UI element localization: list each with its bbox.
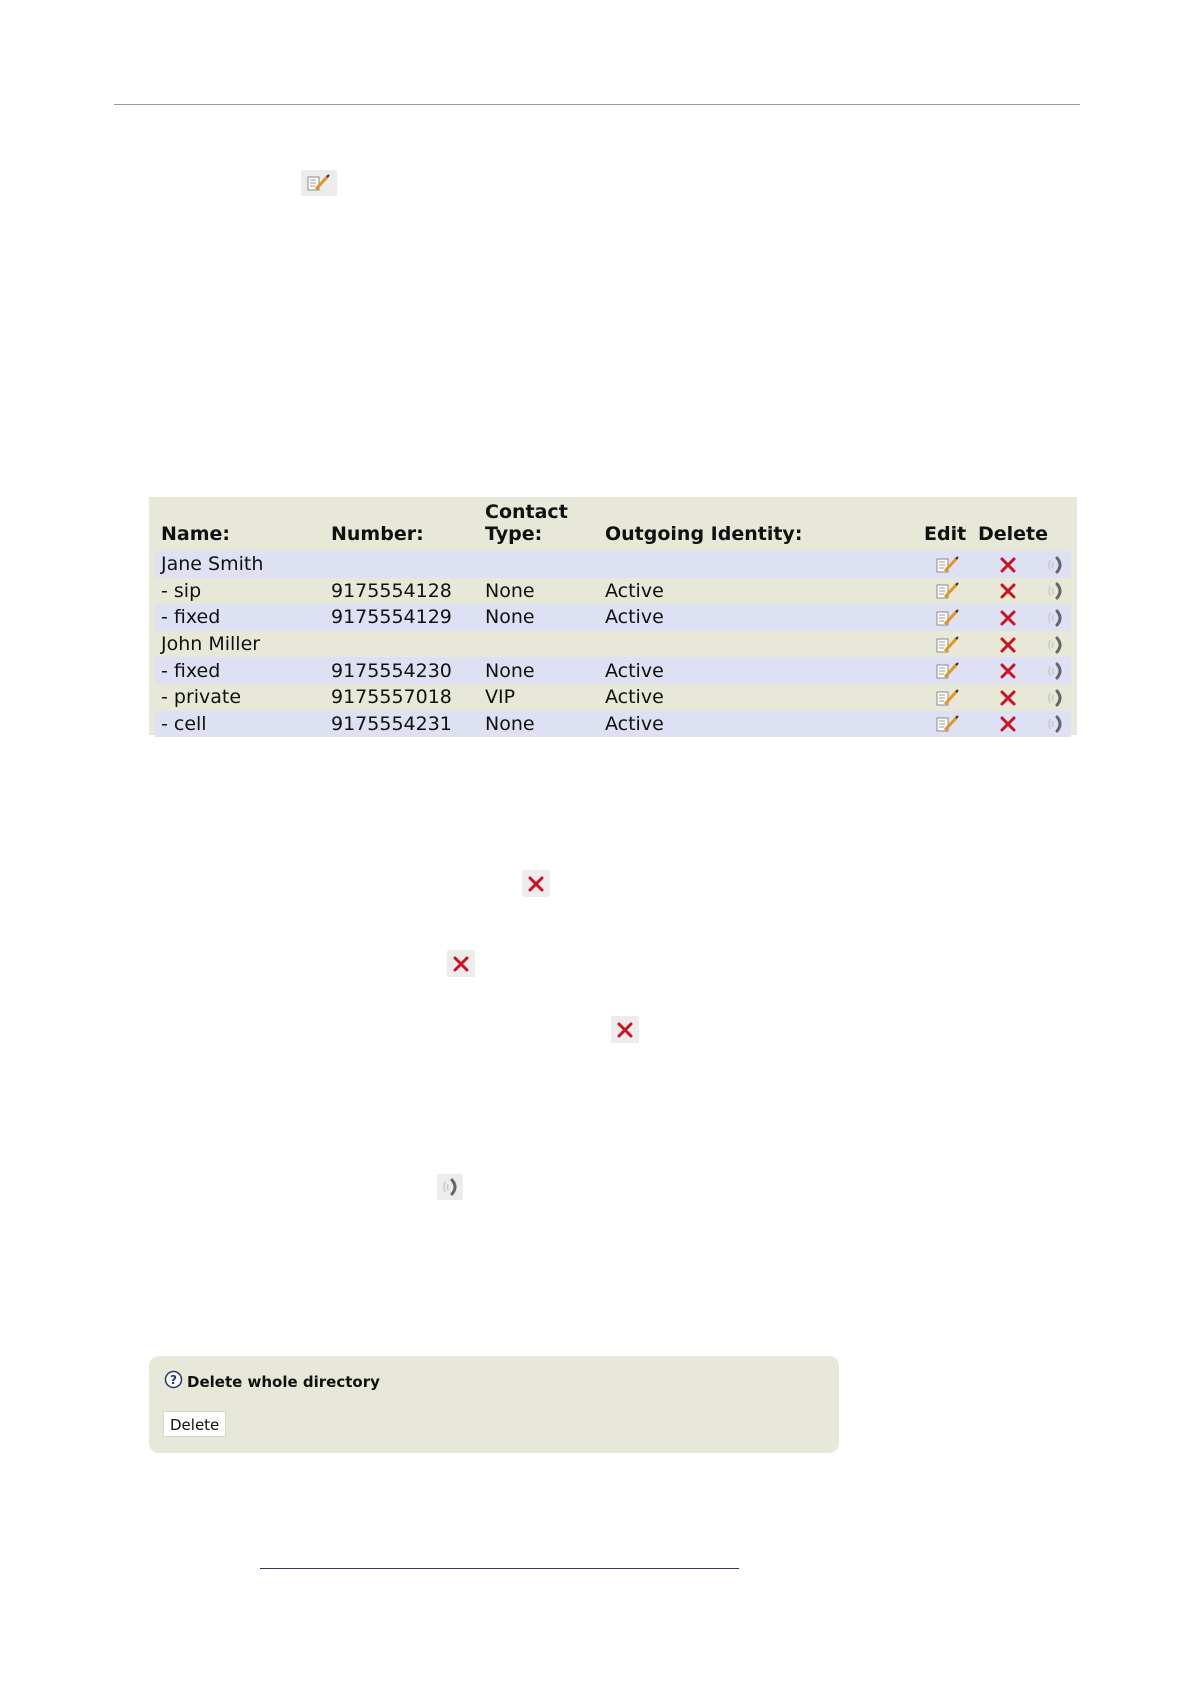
cell-outgoing-identity: Active	[599, 657, 918, 684]
help-question-icon[interactable]	[164, 1370, 183, 1393]
delete-x-icon[interactable]	[998, 555, 1018, 575]
edit-pencil-icon[interactable]	[933, 713, 963, 735]
delete-icon	[447, 950, 475, 977]
delete-x-icon[interactable]	[998, 714, 1018, 734]
header-contact-type: Contact Type:	[485, 501, 568, 545]
cell-number: 9175554230	[325, 657, 479, 684]
phone-call-icon[interactable]	[1045, 714, 1065, 734]
cell-name: - fixed	[155, 657, 325, 684]
cell-contact-type: None	[479, 578, 599, 605]
cell-number	[325, 631, 479, 658]
header-edit: Edit	[924, 523, 967, 545]
table-row	[155, 684, 1071, 711]
delete-x-icon[interactable]	[998, 581, 1018, 601]
header-delete: Delete	[978, 523, 1049, 545]
table-row	[155, 578, 1071, 605]
edit-pencil-icon[interactable]	[933, 687, 963, 709]
cell-outgoing-identity	[599, 631, 918, 658]
header-name: Name:	[161, 523, 231, 545]
top-divider	[114, 104, 1080, 105]
cell-name: John Miller	[155, 631, 325, 658]
delete-icon	[611, 1016, 639, 1043]
cell-outgoing-identity: Active	[599, 711, 918, 738]
cell-name: - sip	[155, 578, 325, 605]
edit-pencil-icon[interactable]	[933, 660, 963, 682]
delete-directory-button[interactable]: Delete	[163, 1411, 226, 1437]
cell-number	[325, 551, 479, 578]
phone-call-icon[interactable]	[1045, 661, 1065, 681]
cell-outgoing-identity	[599, 551, 918, 578]
edit-pencil-icon[interactable]	[933, 634, 963, 656]
table-row	[155, 631, 1071, 658]
edit-icon	[301, 170, 337, 196]
phone-call-icon[interactable]	[1045, 635, 1065, 655]
cell-name: - fixed	[155, 604, 325, 631]
phone-call-icon[interactable]	[1045, 581, 1065, 601]
header-outgoing-identity: Outgoing Identity:	[605, 523, 803, 545]
cell-number: 9175554128	[325, 578, 479, 605]
cell-name: Jane Smith	[155, 551, 325, 578]
cell-name: - private	[155, 684, 325, 711]
svg-text:?: ?	[170, 1373, 177, 1387]
cell-contact-type: VIP	[479, 684, 599, 711]
delete-x-icon[interactable]	[998, 688, 1018, 708]
phone-call-icon[interactable]	[1045, 608, 1065, 628]
header-number: Number:	[331, 523, 424, 545]
edit-pencil-icon[interactable]	[933, 607, 963, 629]
cell-outgoing-identity: Active	[599, 578, 918, 605]
cell-number: 9175557018	[325, 684, 479, 711]
cell-number: 9175554231	[325, 711, 479, 738]
cell-contact-type: None	[479, 604, 599, 631]
footer-link-underline	[260, 1568, 739, 1569]
cell-number: 9175554129	[325, 604, 479, 631]
table-row	[155, 657, 1071, 684]
delete-directory-title: Delete whole directory	[187, 1373, 380, 1391]
delete-icon	[522, 870, 550, 897]
delete-x-icon[interactable]	[998, 635, 1018, 655]
phone-call-icon	[437, 1174, 463, 1200]
contacts-table	[149, 497, 1077, 735]
cell-contact-type: None	[479, 711, 599, 738]
delete-x-icon[interactable]	[998, 608, 1018, 628]
table-row	[155, 551, 1071, 578]
table-row	[155, 711, 1071, 738]
cell-outgoing-identity: Active	[599, 604, 918, 631]
cell-contact-type: None	[479, 657, 599, 684]
delete-x-icon[interactable]	[998, 661, 1018, 681]
cell-contact-type	[479, 631, 599, 658]
delete-directory-panel	[149, 1356, 839, 1453]
cell-name: - cell	[155, 711, 325, 738]
cell-outgoing-identity: Active	[599, 684, 918, 711]
cell-contact-type	[479, 551, 599, 578]
phone-call-icon[interactable]	[1045, 688, 1065, 708]
phone-call-icon[interactable]	[1045, 555, 1065, 575]
edit-pencil-icon[interactable]	[933, 580, 963, 602]
edit-pencil-icon[interactable]	[933, 554, 963, 576]
table-row	[155, 604, 1071, 631]
